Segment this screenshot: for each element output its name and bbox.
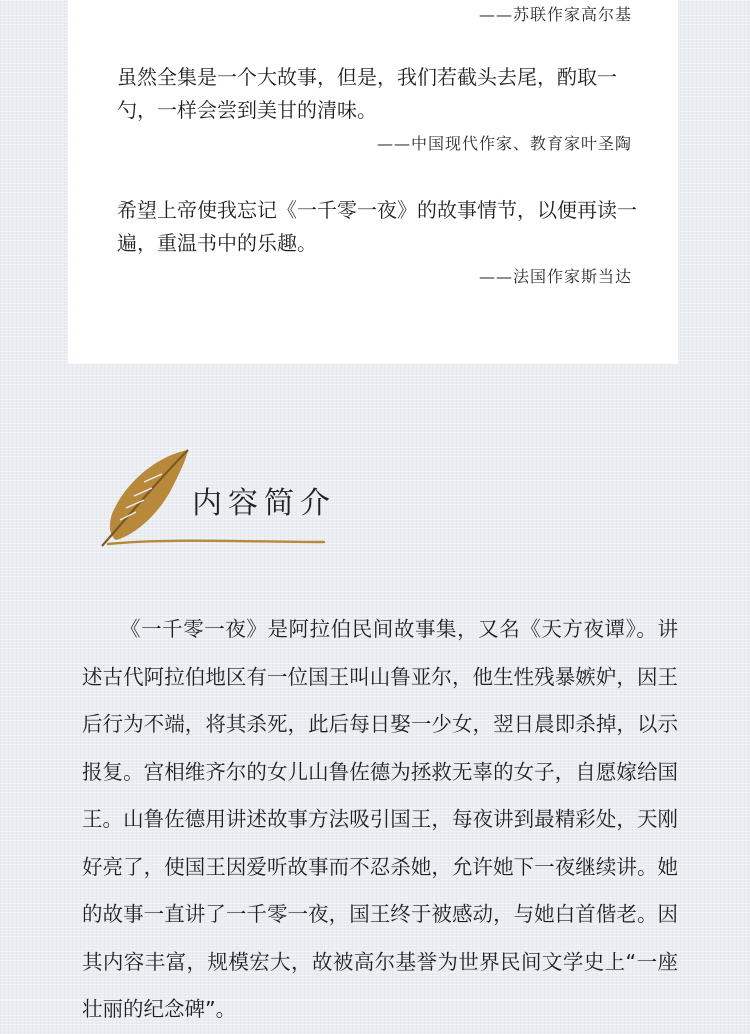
intro-paragraph: 《一千零一夜》是阿拉伯民间故事集，又名《天方夜谭》。讲述古代阿拉伯地区有一位国王叫山鲁亚尔，他生性残暴嫉妒，因王后行为不端，将其杀死，此后每日娶一少女，翌日晨即杀掉，以示报复。宫相维齐尔的女儿山鲁佐德为拯救无辜的女子，自愿嫁给国王。山鲁佐德用讲述故事方法吸引国王，每夜讲到最精彩处，天刚好亮了，使国王因爱听故事而不忍杀她，允许她下一夜继续讲。她的故事一直讲了一千零一夜，国王终于被感动，与她白首偕老。因其内容丰富，规模宏大，故被高尔基誉为世界民间文学史上“一座壮丽的纪念碑”。 xyxy=(82,617,678,1021)
quote-attribution: ——苏联作家高尔基 xyxy=(478,5,632,24)
quote-card xyxy=(68,0,678,364)
quote-text: 希望上帝使我忘记《一千零一夜》的故事情节，以便再读一遍，重温书中的乐趣。 xyxy=(117,198,637,255)
section-title: 内容简介 xyxy=(192,486,336,521)
quote-text: 虽然全集是一个大故事，但是，我们若截头去尾，酌取一勺，一样会尝到美甘的清味。 xyxy=(117,65,617,122)
quote-attribution: ——法国作家斯当达 xyxy=(478,267,632,286)
section-header xyxy=(98,448,338,552)
quote-attribution: ——中国现代作家、教育家叶圣陶 xyxy=(376,134,632,153)
